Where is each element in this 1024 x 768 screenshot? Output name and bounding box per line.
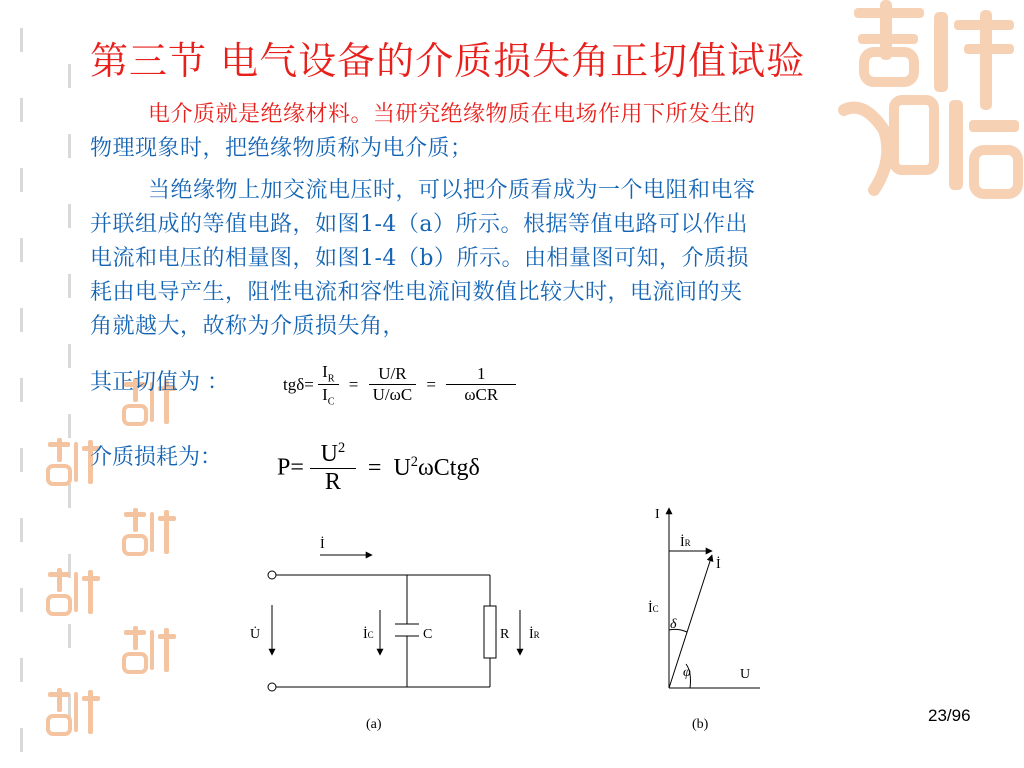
angle-arc-delta — [669, 629, 687, 632]
terminal-top — [268, 571, 276, 579]
ic-label: İC — [648, 601, 659, 616]
fraction-power: $\frac{U^2}{R}$ — [310, 440, 356, 496]
paragraph-line: 电流和电压的相量图，如图1-4（b）所示。由相量图可知，介质损 — [90, 246, 750, 271]
delta-label: δ — [670, 617, 677, 632]
seal-watermark-small — [44, 568, 102, 620]
equals-sign: = — [426, 374, 437, 394]
paragraph-line: 物理现象时，把绝缘物质称为电介质； — [90, 136, 473, 161]
loss-label: 介质损耗为： — [90, 445, 223, 470]
paragraph-line: 角就越大，故称为介质损失角， — [90, 314, 406, 339]
angle-arc-phi — [686, 664, 691, 688]
fraction-result: $\frac{1}{\text{ωCR}}$ — [446, 364, 516, 405]
figure-caption-a: (a) — [366, 717, 382, 732]
i-total-label: İ — [716, 557, 721, 572]
resistor — [484, 606, 496, 658]
seal-watermark-small — [44, 688, 102, 740]
current-c-label: İC — [363, 627, 374, 642]
phasor-diagram — [669, 508, 760, 688]
fraction-currents: $\frac{I_R}{I_C}$ — [318, 362, 338, 408]
formula-rhs: $U^2\omega Ctg\delta$ — [393, 454, 480, 481]
seal-watermark-small — [120, 626, 178, 678]
seal-watermark-small — [120, 508, 178, 560]
formula-lhs: P= — [277, 454, 304, 481]
tangent-formula — [283, 362, 516, 408]
current-r-label: İR — [529, 627, 540, 642]
capacitor-label: C — [423, 627, 433, 642]
page-number: 23/96 — [928, 706, 971, 725]
phi-label: φ — [683, 665, 691, 680]
equivalent-circuit — [268, 555, 520, 691]
slide-title: 第三节 电气设备的介质损失角正切值试验 — [90, 39, 806, 83]
terminal-bottom — [268, 683, 276, 691]
paragraph-line: 并联组成的等值电路，如图1-4（a）所示。根据等值电路可以作出 — [90, 212, 749, 237]
resistor-label: R — [500, 627, 510, 642]
explanation-paragraph — [90, 174, 920, 344]
formula-lhs: tgδ= — [283, 374, 314, 394]
left-border-decoration — [0, 0, 80, 768]
tangent-label: 其正切值为 ： — [90, 370, 229, 395]
paragraph-line: 耗由电导产生，阻性电流和容性电流间数值比较大时，电流间的夹 — [90, 280, 743, 305]
phasor-i-total — [669, 555, 712, 688]
current-total-label: İ — [320, 537, 325, 552]
axis-u-label: U — [740, 667, 751, 682]
fraction-impedance: $\frac{U/R}{U/\omega C}$ — [369, 364, 417, 405]
figure-caption-b: (b) — [692, 717, 709, 732]
paragraph-line: 当绝缘物上加交流电压时，可以把介质看成为一个电阻和电容 — [148, 178, 756, 203]
intro-paragraph — [90, 98, 920, 166]
ir-label: İR — [680, 535, 691, 550]
paragraph-line: 电介质就是绝缘材料。当研究绝缘物质在电场作用下所发生的 — [148, 102, 756, 127]
power-loss-formula — [277, 440, 480, 496]
equals-sign: = — [348, 374, 359, 394]
voltage-label: U̇ — [250, 627, 261, 642]
axis-i-label: I — [655, 507, 660, 522]
equals-sign: = — [367, 454, 382, 481]
